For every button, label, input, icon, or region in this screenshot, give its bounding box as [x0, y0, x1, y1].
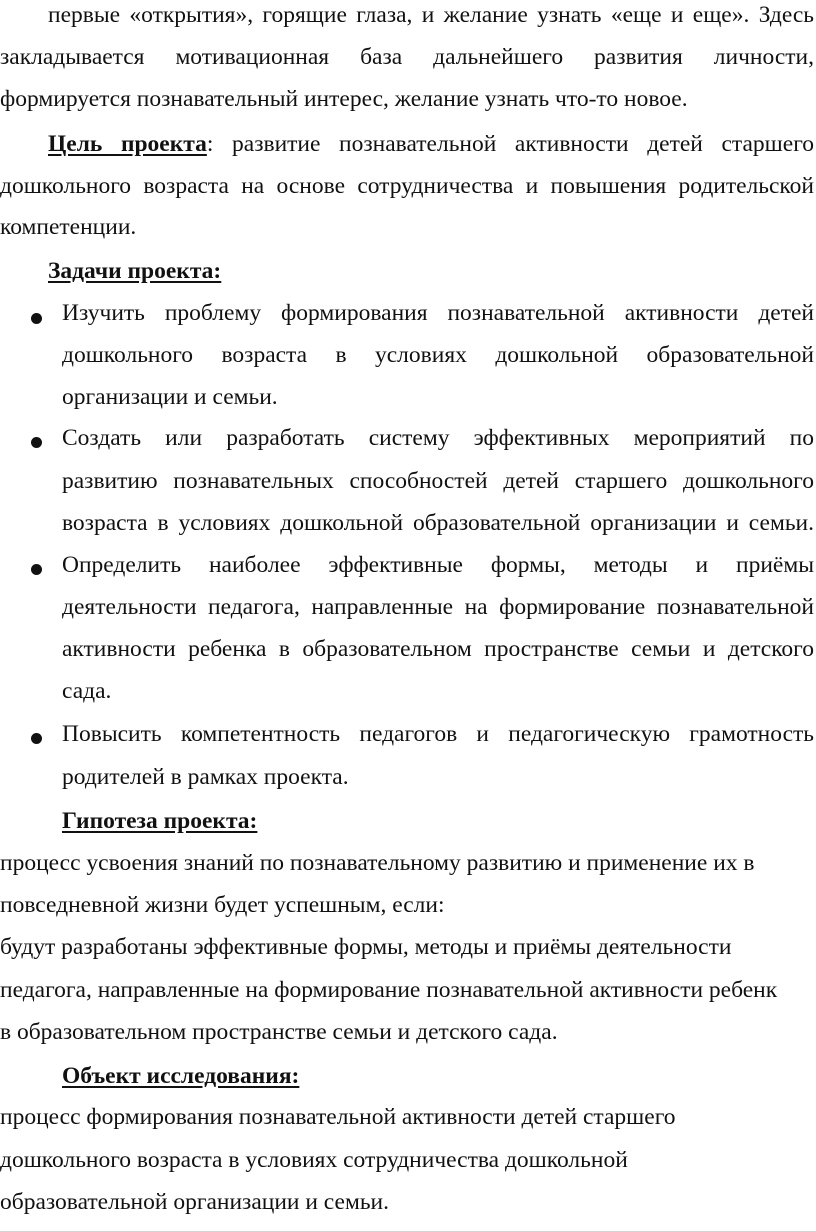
goal-colon: : [206, 131, 214, 157]
hypothesis-line-1: процесс усвоения знаний по познавательному развитию и применение их в [0, 850, 755, 876]
hypothesis-line-4: педагога, направленные на формирование познавательной активности ребенк [0, 977, 778, 1003]
intro-line-2-word: база [360, 44, 403, 70]
hypothesis-line-5: в образовательном пространстве семьи и детского сада. [0, 1019, 558, 1045]
task-1-line-2: дошкольного возраста в условиях дошкольной образовательной [62, 342, 814, 368]
intro-line-2-word: мотивационная [175, 44, 330, 70]
task-3-line-2: деятельности педагога, направленные на формирование познавательной [62, 594, 814, 620]
task-2-line-2: развитию познавательных способностей детей старшего дошкольного [62, 468, 814, 494]
hypothesis-heading: Гипотеза проекта: [62, 808, 258, 834]
task-3-line-1: Определить наиболее эффективные формы, методы и приёмы [62, 552, 814, 578]
intro-line-2 [0, 44, 814, 71]
intro-line-2-word: развития [594, 44, 683, 70]
bullet-icon [31, 564, 42, 575]
bullet-icon [31, 313, 42, 324]
bullet-icon [31, 733, 42, 744]
task-3-line-3: активности ребенка в образовательном пространстве семьи и детского [62, 636, 814, 662]
intro-line-3: формируется познавательный интерес, желание узнать что-то новое. [0, 86, 688, 112]
task-1-line-1: Изучить проблему формирования познавательной активности детей [62, 300, 814, 326]
task-3-line-4: сада. [62, 678, 112, 704]
bullet-icon [31, 437, 42, 448]
goal-line-1 [48, 131, 814, 158]
intro-line-2-word: закладывается [0, 44, 145, 70]
intro-line-2-word: дальнейшего [433, 44, 564, 70]
goal-line-3: компетенции. [0, 214, 137, 240]
object-heading: Объект исследования: [62, 1063, 300, 1089]
intro-line-2-word: личности, [713, 44, 814, 70]
object-line-3: образовательной организации и семьи. [0, 1189, 389, 1215]
task-1-line-3: организации и семьи. [62, 384, 278, 410]
tasks-heading: Задачи проекта: [48, 258, 222, 284]
task-2-line-3: возраста в условиях дошкольной образовательной организации и семьи. [62, 510, 814, 536]
goal-heading: Цель проекта [48, 131, 207, 157]
task-4-line-2: родителей в рамках проекта. [62, 764, 349, 790]
goal-line-1-rest: развитие познавательной активности детей старшего [213, 131, 814, 157]
goal-line-2: дошкольного возраста на основе сотрудничества и повышения родительской [0, 173, 814, 199]
object-line-2: дошкольного возраста в условиях сотрудничества дошкольной [0, 1147, 628, 1173]
hypothesis-line-2: повседневной жизни будет успешным, если: [0, 892, 445, 918]
task-4-line-1: Повысить компетентность педагогов и педагогическую грамотность [62, 721, 814, 747]
intro-line-1: первые «открытия», горящие глаза, и желание узнать «еще и еще». Здесь [48, 2, 814, 28]
hypothesis-line-3: будут разработаны эффективные формы, методы и приёмы деятельности [0, 934, 732, 960]
object-line-1: процесс формирования познавательной активности детей старшего [0, 1104, 676, 1130]
task-2-line-1: Создать или разработать систему эффективных мероприятий по [62, 425, 814, 451]
